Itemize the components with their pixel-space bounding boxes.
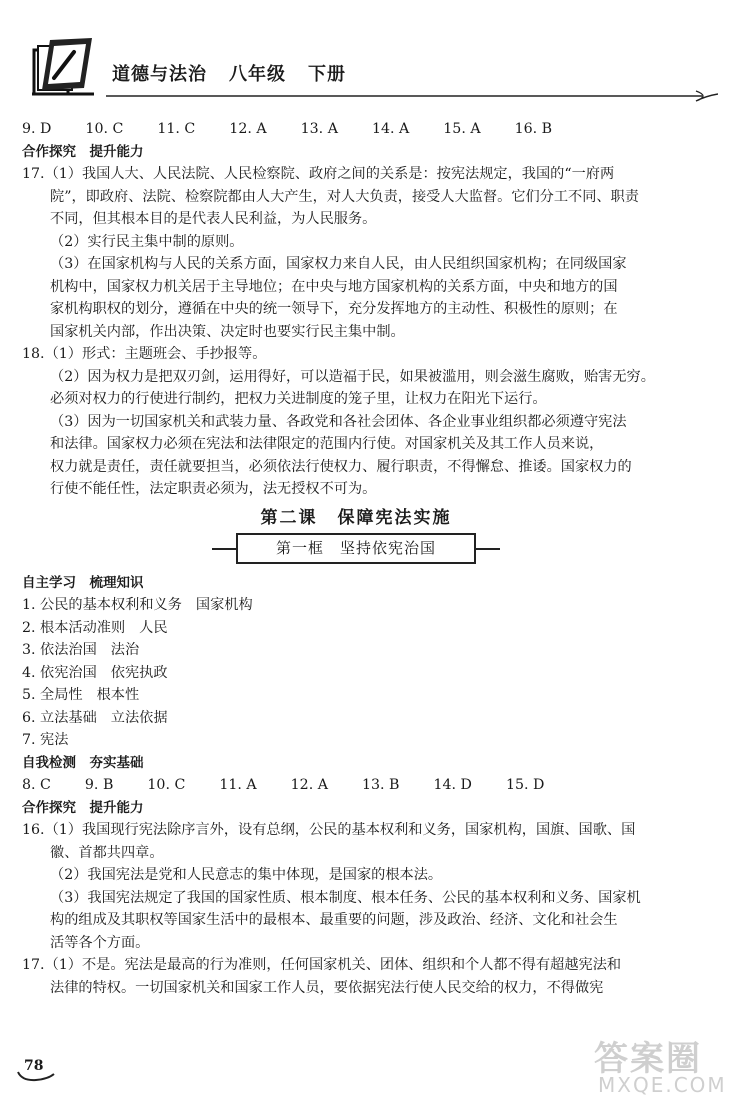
q16-1-line: 16.（1）我国现行宪法除序言外，设有总纲，公民的基本权利和义务，国家机构，国旗、国歌、国 (22, 822, 636, 838)
q17-line: 不同，但其根本目的是代表人民利益，为人民服务。 (50, 211, 377, 227)
list-item-term: 3. 依法治国 (22, 642, 97, 658)
answer-item: 11. A (219, 777, 257, 793)
q18-2-line: （2）因为权力是把双刃剑，运用得好，可以造福于民，如果被滥用，则会滋生腐败，贻害无穷。 (50, 368, 655, 385)
header-grade: 八年级 (229, 64, 286, 85)
lesson-number: 第二课 (260, 507, 318, 528)
list-item (22, 662, 690, 685)
section-title-self-study: 自主学习 梳理知识 (22, 574, 144, 591)
list-item (22, 617, 690, 640)
lesson-name: 保障宪法实施 (337, 507, 452, 528)
q16-3-line: （3）我国宪法规定了我国的国家性质、根本制度、根本任务、公民的基本权利和义务、国家机 (50, 889, 641, 906)
q16-1-line: 徽、首都共四章。 (50, 844, 164, 861)
q18-3-line: 和法律。国家权力必须在宪法和法律限定的范围内行使。对国家机关及其工作人员来说， (50, 436, 604, 452)
watermark (594, 1031, 744, 1099)
q18-2-line: 必须对权力的行使进行制约，把权力关进制度的笼子里，让权力在阳光下运行。 (50, 391, 547, 407)
answer-item: 16. B (514, 121, 553, 137)
q18-3-line: 权力就是责任，责任就要担当，必须依法行使权力、履行职责，不得懈怠、推诿。国家权力的 (50, 458, 632, 475)
list-item-term: 5. 全局性 (22, 687, 83, 703)
list-item-term: 7. 宪法 (22, 732, 69, 748)
answer-item: 14. D (433, 777, 472, 793)
page-number: 78 (24, 1058, 44, 1074)
answer-item: 13. B (361, 777, 400, 793)
list-item (22, 707, 690, 730)
section-title-coop-1: 合作探究 提升能力 (22, 143, 144, 160)
book-logo-icon (28, 32, 98, 98)
list-item-term: 根本性 (96, 687, 140, 703)
answer-item: 15. D (505, 777, 545, 793)
answer-item: 13. A (300, 121, 338, 137)
answer-row-1 (22, 118, 690, 141)
header-rule (106, 90, 718, 102)
header-subject: 道德与法治 (112, 64, 207, 85)
q17-line: 17.（1）我国人大、人民法院、人民检察院、政府之间的关系是：按宪法规定，我国的“一府两 (22, 166, 615, 182)
q18-1-line: 18.（1）形式：主题班会、手抄报等。 (22, 346, 267, 362)
answer-item: 12. A (229, 121, 267, 137)
q17-line: 院”，即政府、法院、检察院都由人大产生，对人大负责，接受人大监督。它们分工不同、职责 (50, 188, 639, 205)
frame-title: 坚持依宪治国 (340, 539, 437, 557)
list-item-term: 立法依据 (110, 709, 168, 726)
answer-item: 15. A (443, 121, 481, 137)
lesson-title (22, 507, 690, 530)
frame-number: 第一框 (275, 539, 324, 557)
q17-3-line: 机构中，国家权力机关居于主导地位；在中央与地方国家机构的关系方面，中央和地方的国 (50, 278, 618, 295)
q17b-line: 17.（1）不是。宪法是最高的行为准则，任何国家机关、团体、组织和个人都不得有超越宪法和 (22, 957, 622, 973)
answer-item: 14. A (371, 121, 410, 137)
list-item-term: 4. 依宪治国 (22, 664, 97, 681)
answer-item: 8. C (22, 777, 51, 793)
q18-3-line: （3）因为一切国家机关和武装力量、各政党和各社会团体、各企业事业组织都必须遵守宪法 (50, 413, 627, 430)
watermark-url: MXQE.COM (598, 1073, 727, 1097)
q17b-line: 法律的特权。一切国家机关和国家工作人员，要依据宪法行使人民交给的权力，不得做宪 (50, 979, 604, 996)
knowledge-list (22, 594, 690, 752)
answer-row-2 (22, 774, 690, 797)
list-item-term: 2. 根本活动准则 (22, 619, 126, 636)
q16-2-line: （2）我国宪法是党和人民意志的集中体现，是国家的根本法。 (50, 867, 443, 883)
list-item (22, 639, 690, 662)
answer-item: 11. C (157, 121, 196, 137)
answer-item: 10. C (85, 121, 124, 137)
q17-3-line: 国家机关内部，作出决策、决定时也要实行民主集中制。 (50, 323, 405, 340)
list-item-term: 依宪执政 (110, 664, 168, 681)
list-item-term: 1. 公民的基本权利和义务 (22, 597, 182, 613)
subframe-heading (22, 533, 690, 564)
list-item-term: 6. 立法基础 (22, 709, 97, 726)
q17-3-line: （3）在国家机构与人民的关系方面，国家权力来自人民，由人民组织国家机构；在同级国家 (50, 256, 627, 272)
answer-item: 9. D (22, 121, 52, 137)
section-title-coop-2: 合作探究 提升能力 (22, 799, 144, 816)
page-header (28, 32, 718, 102)
page-number-swoosh (16, 1070, 56, 1082)
answer-content (22, 118, 690, 999)
q16-3-line: 活等各个方面。 (50, 934, 150, 951)
header-title (112, 60, 368, 86)
q17-3-line: 家机构职权的划分，遵循在中央的统一领导下，充分发挥地方的主动性、积极性的原则；在 (50, 301, 618, 317)
q17-2-line: （2）实行民主集中制的原则。 (50, 233, 244, 250)
watermark-logo: 答案圈 (594, 1039, 702, 1079)
answer-item: 12. A (290, 777, 328, 793)
list-item-term: 法治 (110, 642, 140, 658)
list-item-term: 国家机构 (195, 597, 253, 613)
list-item-term: 人民 (139, 619, 168, 636)
answer-item: 9. B (84, 777, 114, 793)
answer-item: 10. C (147, 777, 186, 793)
q18-3-line: 行使不能任性，法定职责必须为，法无授权不可为。 (50, 481, 377, 497)
list-item (22, 684, 690, 707)
section-title-self-check: 自我检测 夯实基础 (22, 754, 144, 771)
subframe-box (236, 533, 476, 564)
header-volume: 下册 (308, 64, 346, 85)
q16-3-line: 构的组成及其职权等国家生活中的最根本、最重要的问题，涉及政治、经济、文化和社会生 (50, 912, 618, 928)
list-item (22, 594, 690, 617)
list-item (22, 729, 690, 752)
